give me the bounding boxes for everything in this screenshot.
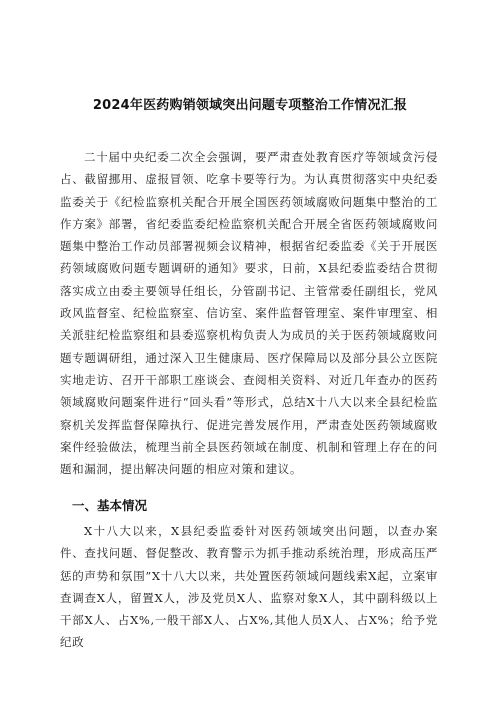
section-heading-basic-situation: 一、基本情况 [72, 498, 148, 513]
intro-paragraph: 二十届中央纪委二次全会强调，要严肃查处教育医疗等领域贪污侵占、截留挪用、虚报冒领、吃拿卡要等行为。为认真贯彻落实中央纪委监委关于《纪检监察机关配合开展全国医药领域腐败问题集中整治的工作方案》部署，省纪委监委纪检监察机关配合开展全省医药领域腐败问题集中整治工作动员部署视频会议精神，根据省纪委监委《关于开展医药领域腐败问题专题调研的通知》要求，日前，X县纪委监委结合贯彻落实成立由委主要领导任组长，分管副书记、主管常委任副组长，党风政风监督室、纪检监察室、信访室、案件监督管理室、案件审理室、相关派驻纪检监察组和县委巡察机构负责人为成员的关于医药领域腐败问题专题调研组，通过深入卫生健康局、医疗保障局以及部分县公立医院实地走访、召开干部职工座谈会、查阅相关资料、对近几年查办的医药领域腐败问题案件进行“回头看”等形式，总结X十八大以来全县纪检监察机关发挥监督保障执行、促进完善发展作用，严肃查处医药领域腐败案件经验做法，梳理当前全县医药领域在制度、机制和管理上存在的问题和漏洞，提出解决问题的相应对策和建议。 [60, 150, 438, 477]
document-title: 2024年医药购销领域突出问题专项整治工作情况汇报 [92, 98, 408, 113]
section-paragraph-basic-situation: X十八大以来，X县纪委监委针对医药领域突出问题，以查办案件、查找问题、督促整改、教育警示为抓手推动系统治理，形成高压严惩的声势和氛围”X十八大以来，共处置医药领域问题线索X起，立案审查调查X人，留置X人，涉及党员X人、监察对象X人，其中副科级以上干部X人、占X%,一般干部X人、占X%,其他人员X人、占X%；给予党纪政 [60, 524, 438, 650]
